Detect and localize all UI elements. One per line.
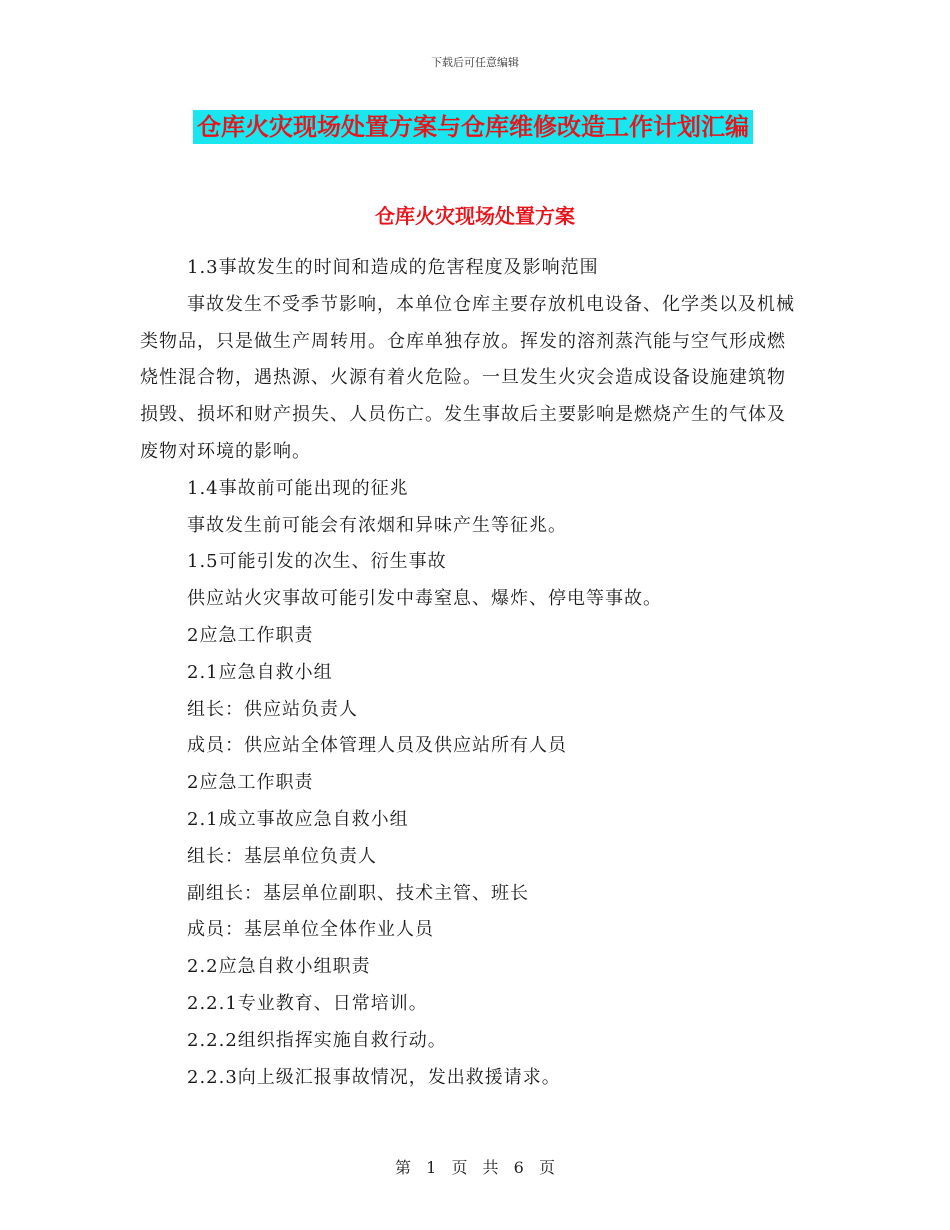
paragraph-heading: 2.1成立事故应急自救小组 [187, 808, 409, 830]
paragraph-text: 成员：基层单位全体作业人员 [187, 919, 434, 941]
paragraph-heading: 1.4事故前可能出现的征兆 [187, 477, 409, 499]
paragraph-heading: 1.5可能引发的次生、衍生事故 [187, 551, 447, 573]
paragraph-text: 2.2.2组织指挥实施自救行动。 [187, 1029, 447, 1051]
paragraph-text: 供应站火灾事故可能引发中毒窒息、爆炸、停电等事故。 [187, 588, 662, 610]
page-footer [0, 1155, 950, 1178]
footer-page-word: 页 [451, 1158, 468, 1177]
footer-total-prefix: 共 [482, 1158, 499, 1177]
paragraph-text: 组长：供应站负责人 [187, 698, 358, 720]
paragraph-heading: 1.3事故发生的时间和造成的危害程度及影响范围 [187, 257, 599, 278]
header-note: 下载后可任意编辑 [431, 56, 519, 69]
document-body [140, 250, 800, 1096]
footer-total-word: 页 [538, 1158, 555, 1177]
paragraph-text: 2.2.1专业教育、日常培训。 [187, 992, 428, 1014]
paragraph-heading: 2应急工作职责 [187, 624, 314, 646]
paragraph-text: 副组长：基层单位副职、技术主管、班长 [187, 882, 529, 904]
paragraph-text: 组长：基层单位负责人 [187, 845, 377, 867]
paragraph-text: 2.2.3向上级汇报事故情况，发出救援请求。 [187, 1066, 561, 1088]
paragraph-text: 事故发生前可能会有浓烟和异味产生等征兆。 [187, 514, 567, 536]
footer-page-prefix: 第 [395, 1158, 412, 1177]
paragraph-heading: 2.2应急自救小组职责 [187, 956, 371, 978]
document-title: 仓库火灾现场处置方案与仓库维修改造工作计划汇编 [193, 110, 753, 144]
section-title: 仓库火灾现场处置方案 [375, 204, 575, 228]
footer-page-number: 1 [426, 1158, 437, 1177]
footer-total-pages: 6 [513, 1158, 524, 1177]
paragraph-text: 成员：供应站全体管理人员及供应站所有人员 [187, 735, 567, 757]
paragraph-heading: 2.1应急自救小组 [187, 661, 333, 683]
paragraph-heading: 2应急工作职责 [187, 772, 314, 794]
paragraph-text: 事故发生不受季节影响，本单位仓库主要存放机电设备、化学类以及机械类物品，只是做生产周转用。仓库单独存放。挥发的溶剂蒸汽能与空气形成燃烧性混合物，遇热源、火源有着火危险。一旦发生火灾会造成设备设施建筑物损毁、损坏和财产损失、人员伤亡。发生事故后主要影响是燃烧产生的气体及废物对环境的影响。 [140, 293, 795, 462]
